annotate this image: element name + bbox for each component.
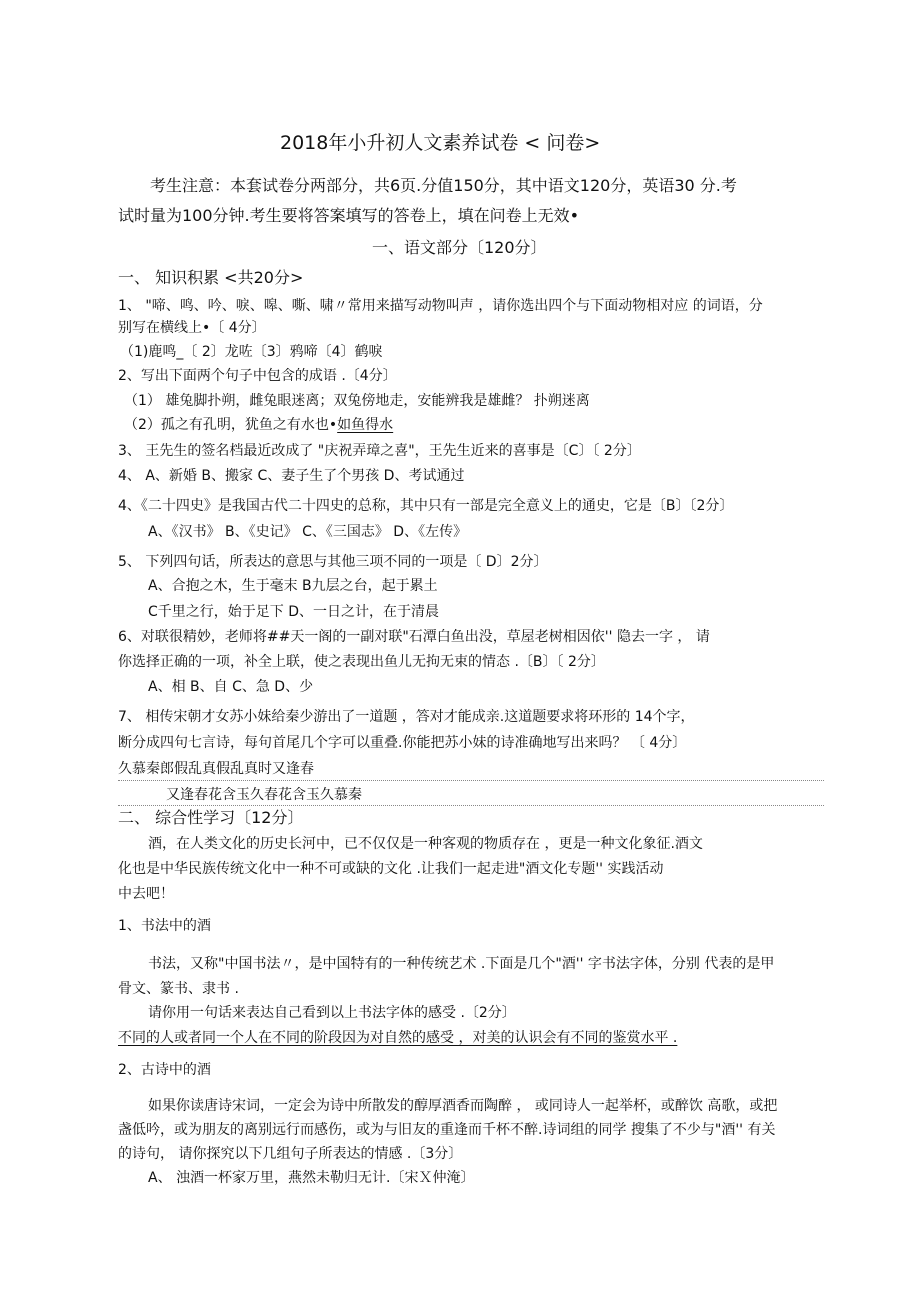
answer-rule-2 <box>118 805 824 806</box>
q7-line-2: 断分成四句七言诗，每句首尾几个字可以重叠.你能把苏小妹的诗准确地写出来吗？ 〔 4分〕 <box>118 735 687 751</box>
intro-line-3: 中去吧！ <box>118 886 174 902</box>
q6-options: A、相 B、自 C、急 D、少 <box>148 679 314 695</box>
q2-item-2-answer: 如鱼得水 <box>337 417 394 433</box>
sub2-item-a: A、 浊酒一杯家万里，燕然未勒归无计.〔宋Ｘ仲淹〕 <box>148 1170 475 1186</box>
q4-line: 4、《二十四史》是我国古代二十四史的总称，其中只有一部是完全意义上的通史，它是〔B〕〔2分〕 <box>118 498 734 514</box>
sub1-para-1: 书法，又称"中国书法〃，是中国特有的一种传统艺术 .下面是几个"酒'' 字书法字体，分别 代表的是甲 <box>148 956 775 972</box>
sub1-answer: 不同的人或者同一个人在不同的阶段因为对自然的感受 ，对美的认识会有不同的鉴赏水平 . <box>118 1030 678 1046</box>
q7-line-1: 7、 相传宋朝才女苏小妹给秦少游出了一道题 ，答对才能成亲.这道题要求将环形的 14个字， <box>118 709 695 725</box>
q7-answer-1: 久慕秦郎假乱真假乱真时又逢春 <box>118 761 314 777</box>
notice-line-1: 考生注意：本套试卷分两部分，共6页.分值150分，其中语文120分，英语30 分.考 <box>150 176 737 195</box>
q5-line: 5、 下列四句话，所表达的意思与其他三项不同的一项是〔 D〕2分〕 <box>118 554 548 570</box>
q6-line-1: 6、对联很精妙，老师将##天一阁的一副对联"石潭白鱼出没，草屋老树相因依'' 隐去一字 ， 请 <box>118 629 710 645</box>
q2-line: 2、写出下面两个句子中包含的成语 .〔4分〕 <box>118 368 397 384</box>
q5-options-ab: A、合抱之木，生于毫末 B九层之台，起于累土 <box>148 578 438 594</box>
q2-item-2-text: （2）孤之有孔明，犹鱼之有水也• <box>124 417 338 433</box>
sub2-heading: 2、古诗中的酒 <box>118 1062 211 1078</box>
q7-answer-2: 又逢春花含玉久春花含玉久慕秦 <box>166 787 362 803</box>
q3-options: 4、 A、新婚 B、搬家 C、妻子生了个男孩 D、考试通过 <box>118 468 465 484</box>
q6-line-2: 你选择正确的一项，补全上联，使之表现出鱼儿无拘无束的情态 .〔B〕〔 2分〕 <box>118 654 605 670</box>
q1-line-2: 别写在横线上•〔 4分〕 <box>118 320 266 336</box>
notice-line-2: 试时量为100分钟.考生要将答案填写的答卷上，填在问卷上无效• <box>118 206 580 225</box>
q4-options: A、《汉书》 B、《史记》 C、《三国志》 D、《左传》 <box>148 524 468 540</box>
sub1-heading: 1、书法中的酒 <box>118 918 211 934</box>
section2-heading: 二、 综合性学习〔12分〕 <box>118 808 304 827</box>
page-title: 2018年小升初人文素养试卷 < 问卷> <box>280 132 601 154</box>
q2-item-2 <box>124 416 393 434</box>
sub2-para-1: 如果你读唐诗宋词，一定会为诗中所散发的醇厚酒香而陶醉 ， 或同诗人一起举杯，或醉饮 高歌，或把 <box>148 1098 778 1114</box>
sub1-question: 请你用一句话来表达自己看到以上书法字体的感受 .〔2分〕 <box>148 1005 516 1021</box>
q3-line: 3、 王先生的签名档最近改成了 "庆祝弄璋之喜"，王先生近来的喜事是〔C〕〔 2分〕 <box>118 443 641 459</box>
sub1-para-2: 骨文、篆书、隶书 . <box>118 981 239 997</box>
sub2-para-3: 的诗句， 请你探究以下几组句子所表达的情感 .〔3分〕 <box>118 1146 463 1162</box>
answer-rule-1 <box>118 780 824 781</box>
q2-item-1: （1） 雄兔脚扑朔，雌兔眼迷离；双兔傍地走，安能辨我是雄雌？ 扑朔迷离 <box>124 393 590 409</box>
q1-answers: （1)鹿鸣_〔 2〕龙咗〔3〕鸦啼〔4〕鹤唳 <box>120 344 383 360</box>
intro-line-1: 酒，在人类文化的历史长河中，已不仅仅是一种客观的物质存在 ，更是一种文化象征.酒文 <box>148 836 703 852</box>
part1-title: 一、语文部分〔120分〕 <box>372 238 547 257</box>
sub2-para-2: 盏低吟，或为朋友的离别远行而感伤，或为与旧友的重逢而千杯不醉.诗词组的同学 搜集了不少与"酒'' 有关 <box>118 1122 776 1138</box>
q5-options-cd: C千里之行，始于足下 D、一日之计，在于清晨 <box>148 604 440 620</box>
section1-heading: 一、 知识积累 <共20分> <box>118 268 304 287</box>
intro-line-2: 化也是中华民族传统文化中一种不可或缺的文化 .让我们一起走进"酒文化专题'' 实践活动 <box>118 861 664 877</box>
q1-line-1: 1、 "啼、鸣、吟、唳、嗥、嘶、啸〃常用来描写动物叫声 ，请你选出四个与下面动物相对应 的词语，分 <box>118 298 763 314</box>
